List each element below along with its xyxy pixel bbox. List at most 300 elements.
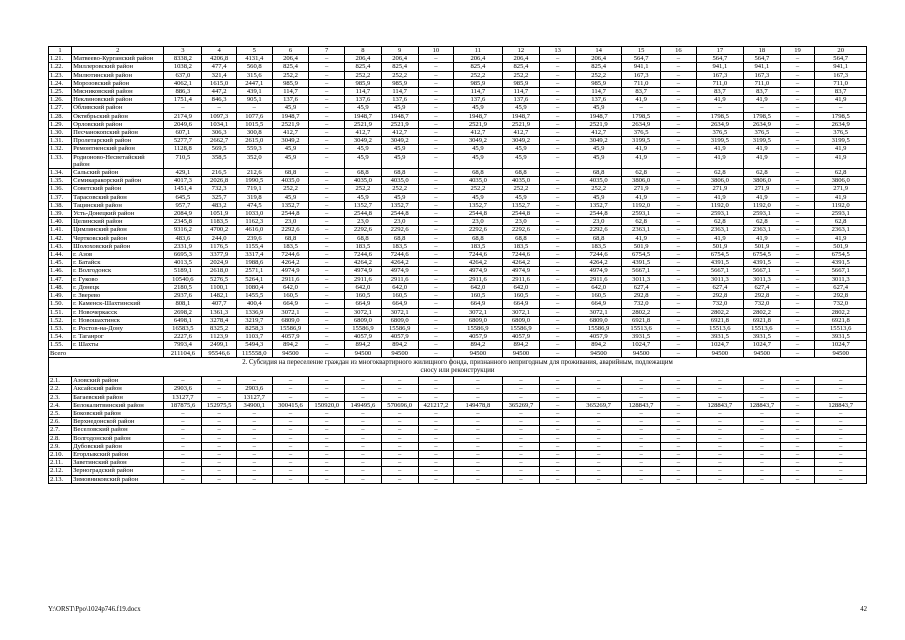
table-cell: –: [345, 377, 382, 385]
table-cell: 1038,2: [164, 63, 202, 71]
table-cell: –: [661, 185, 697, 193]
table-cell: 6754,5: [743, 251, 780, 259]
table-cell: 4264,2: [381, 259, 418, 267]
table-cell: –: [502, 434, 540, 442]
table-row: [49, 251, 867, 259]
table-cell: –: [661, 385, 697, 393]
table-cell: –: [815, 418, 867, 426]
table-cell: 564,7: [696, 55, 743, 63]
table-cell: 2521,9: [576, 120, 622, 128]
table-cell: –: [502, 459, 540, 467]
table-cell: –: [661, 333, 697, 341]
table-cell: –: [780, 79, 815, 87]
table-cell: –: [309, 218, 345, 226]
table-cell: 83,7: [696, 88, 743, 96]
table-cell: –: [502, 377, 540, 385]
table-cell: Усть-Донецкий район: [72, 210, 164, 218]
table-cell: 642,0: [576, 283, 622, 291]
table-cell: Белокалитвинский район: [72, 401, 164, 409]
table-cell: 1.34.: [49, 169, 72, 177]
table-cell: –: [540, 434, 576, 442]
table-cell: 1.43.: [49, 242, 72, 250]
table-cell: –: [502, 393, 540, 401]
table-cell: –: [309, 418, 345, 426]
table-cell: 3072,1: [502, 308, 540, 316]
table-cell: 68,8: [502, 234, 540, 242]
table-cell: 2634,9: [743, 120, 780, 128]
table-cell: –: [622, 104, 661, 112]
table-row: [49, 324, 867, 332]
table-cell: 1024,7: [622, 341, 661, 349]
table-cell: –: [780, 153, 815, 168]
table-cell: 3049,2: [345, 137, 382, 145]
table-cell: –: [202, 459, 237, 467]
table-cell: 206,4: [272, 55, 309, 63]
table-row: [49, 193, 867, 201]
table-cell: –: [661, 275, 697, 283]
table-cell: –: [272, 377, 309, 385]
table-cell: –: [272, 467, 309, 475]
table-cell: 68,8: [345, 169, 382, 177]
table-cell: 15586,9: [576, 324, 622, 332]
table-cell: 5264,1: [236, 275, 272, 283]
table-cell: –: [780, 434, 815, 442]
table-cell: 1.49.: [49, 292, 72, 300]
table-cell: 564,7: [622, 55, 661, 63]
table-cell: –: [272, 450, 309, 458]
table-cell: –: [743, 450, 780, 458]
table-cell: 252,2: [272, 71, 309, 79]
table-cell: 732,0: [743, 300, 780, 308]
table-cell: 3: [164, 47, 202, 55]
table-cell: –: [236, 104, 272, 112]
table-cell: –: [309, 88, 345, 96]
table-cell: 2698,2: [164, 308, 202, 316]
table-cell: –: [780, 377, 815, 385]
table-cell: 4206,8: [202, 55, 237, 63]
table-cell: 300415,6: [272, 401, 309, 409]
table-cell: 252,2: [502, 185, 540, 193]
table-cell: –: [418, 324, 454, 332]
table-cell: 41,9: [743, 96, 780, 104]
table-cell: –: [418, 177, 454, 185]
table-cell: –: [696, 442, 743, 450]
table-row: [49, 137, 867, 145]
table-cell: –: [309, 259, 345, 267]
table-cell: г. Зверево: [72, 292, 164, 300]
table-cell: –: [576, 418, 622, 426]
table-cell: Неклиновский район: [72, 96, 164, 104]
table-cell: –: [418, 137, 454, 145]
table-cell: –: [661, 459, 697, 467]
table-cell: 4035,0: [502, 177, 540, 185]
table-cell: 4035,0: [381, 177, 418, 185]
table-cell: 941,1: [743, 63, 780, 71]
table-cell: –: [743, 409, 780, 417]
table-cell: 501,9: [622, 242, 661, 250]
table-cell: 894,2: [502, 341, 540, 349]
table-cell: 62,8: [622, 169, 661, 177]
table-cell: –: [202, 393, 237, 401]
table-row: [49, 292, 867, 300]
table-cell: 474,5: [236, 201, 272, 209]
table-cell: –: [540, 88, 576, 96]
table-cell: 642,0: [454, 283, 502, 291]
table-cell: 41,9: [696, 193, 743, 201]
table-cell: –: [309, 55, 345, 63]
table-cell: –: [661, 292, 697, 300]
table-cell: –: [202, 409, 237, 417]
table-cell: 187875,6: [164, 401, 202, 409]
table-cell: –: [309, 426, 345, 434]
table-cell: 2447,1: [236, 79, 272, 87]
table-cell: 1.42.: [49, 234, 72, 242]
column-number-row: [49, 47, 867, 55]
table-row: [49, 275, 867, 283]
table-cell: 825,4: [345, 63, 382, 71]
table-cell: Заветинский район: [72, 459, 164, 467]
table-cell: 6809,0: [272, 316, 309, 324]
table-cell: –: [418, 426, 454, 434]
table-cell: Сальский район: [72, 169, 164, 177]
table-cell: –: [743, 104, 780, 112]
table-row: [49, 177, 867, 185]
table-cell: –: [743, 393, 780, 401]
table-cell: –: [418, 169, 454, 177]
table-cell: 412,7: [576, 129, 622, 137]
table-cell: –: [236, 418, 272, 426]
table-cell: 137,6: [272, 96, 309, 104]
table-cell: –: [309, 385, 345, 393]
table-cell: –: [164, 467, 202, 475]
table-cell: –: [164, 459, 202, 467]
table-cell: 15586,9: [272, 324, 309, 332]
table-cell: 1482,1: [202, 292, 237, 300]
table-cell: –: [418, 442, 454, 450]
table-cell: 2.6.: [49, 418, 72, 426]
table-cell: Обливский район: [72, 104, 164, 112]
table-cell: –: [540, 467, 576, 475]
table-cell: 68,8: [454, 234, 502, 242]
table-cell: 83,7: [622, 88, 661, 96]
table-cell: 252,2: [272, 185, 309, 193]
table-cell: 12: [502, 47, 540, 55]
table-cell: –: [780, 201, 815, 209]
table-cell: 239,6: [236, 234, 272, 242]
table-cell: –: [418, 55, 454, 63]
table-cell: 11: [454, 47, 502, 55]
table-cell: –: [236, 459, 272, 467]
table-cell: –: [576, 426, 622, 434]
table-cell: 1.21.: [49, 55, 72, 63]
table-cell: 2227,6: [164, 333, 202, 341]
table-cell: –: [780, 96, 815, 104]
table-cell: 292,8: [743, 292, 780, 300]
table-cell: 20: [815, 47, 867, 55]
table-cell: 1336,9: [236, 308, 272, 316]
table-cell: Милютинский район: [72, 71, 164, 79]
table-cell: 83,7: [815, 88, 867, 96]
table-cell: –: [661, 409, 697, 417]
table-cell: –: [540, 333, 576, 341]
table-cell: 825,4: [272, 63, 309, 71]
table-cell: 45,9: [272, 104, 309, 112]
table-cell: –: [815, 475, 867, 483]
table-cell: 13: [540, 47, 576, 55]
table-cell: 68,8: [381, 234, 418, 242]
table-cell: 6809,0: [576, 316, 622, 324]
table-cell: г. Гуково: [72, 275, 164, 283]
table-cell: 2026,8: [202, 177, 237, 185]
table-cell: 115558,0: [236, 349, 272, 357]
table-cell: 4391,5: [743, 259, 780, 267]
table-cell: –: [661, 308, 697, 316]
table-cell: 128843,7: [622, 401, 661, 409]
table-cell: 271,9: [622, 185, 661, 193]
table-cell: 1183,5: [202, 218, 237, 226]
table-cell: 252,2: [381, 71, 418, 79]
table-cell: 3072,1: [272, 308, 309, 316]
table-cell: –: [661, 467, 697, 475]
table-cell: –: [540, 377, 576, 385]
table-cell: –: [202, 418, 237, 426]
table-cell: 15586,9: [345, 324, 382, 332]
table-cell: –: [309, 434, 345, 442]
table-row: [49, 450, 867, 458]
table-cell: 1123,9: [202, 333, 237, 341]
table-row: [49, 409, 867, 417]
table-cell: –: [661, 55, 697, 63]
table-cell: 2937,6: [164, 292, 202, 300]
table-cell: –: [576, 434, 622, 442]
table-cell: 941,1: [696, 63, 743, 71]
table-cell: 501,9: [743, 242, 780, 250]
table-cell: 6809,0: [345, 316, 382, 324]
table-cell: –: [696, 434, 743, 442]
table-cell: –: [661, 418, 697, 426]
table-cell: 2363,1: [743, 226, 780, 234]
table-cell: –: [815, 442, 867, 450]
document-page: [48, 46, 867, 484]
table-cell: 45,9: [345, 153, 382, 168]
table-cell: –: [661, 88, 697, 96]
table-cell: 1.45.: [49, 259, 72, 267]
table-cell: 825,4: [502, 63, 540, 71]
table-cell: 1.54.: [49, 333, 72, 341]
table-cell: 2634,9: [815, 120, 867, 128]
table-cell: 95546,6: [202, 349, 237, 357]
table-cell: –: [418, 71, 454, 79]
table-cell: –: [661, 267, 697, 275]
table-cell: 4974,9: [345, 267, 382, 275]
table-cell: 5277,7: [164, 137, 202, 145]
table-cell: –: [780, 467, 815, 475]
table-cell: –: [502, 385, 540, 393]
table-cell: 412,7: [502, 129, 540, 137]
table-cell: 23,0: [502, 218, 540, 226]
table-cell: –: [743, 442, 780, 450]
table-cell: 150920,0: [309, 401, 345, 409]
table-cell: –: [236, 475, 272, 483]
table-cell: 7: [309, 47, 345, 55]
table-cell: –: [540, 283, 576, 291]
table-row: [49, 316, 867, 324]
table-cell: 149495,6: [345, 401, 382, 409]
table-cell: 1.46.: [49, 267, 72, 275]
table-cell: –: [780, 475, 815, 483]
table-cell: –: [309, 442, 345, 450]
table-cell: 1352,7: [381, 201, 418, 209]
table-cell: 6809,0: [502, 316, 540, 324]
table-cell: 252,2: [576, 185, 622, 193]
table-cell: 1.55.: [49, 341, 72, 349]
table-cell: –: [696, 409, 743, 417]
table-cell: 4131,4: [236, 55, 272, 63]
table-cell: –: [418, 210, 454, 218]
table-cell: –: [661, 63, 697, 71]
table-cell: 3806,0: [743, 177, 780, 185]
table-cell: 2634,9: [696, 120, 743, 128]
table-cell: –: [418, 418, 454, 426]
table-cell: 94500: [272, 349, 309, 357]
table-cell: 5494,3: [236, 341, 272, 349]
table-cell: –: [661, 377, 697, 385]
table-cell: 1192,0: [743, 201, 780, 209]
table-cell: –: [345, 426, 382, 434]
table-cell: –: [202, 385, 237, 393]
table-cell: 15: [622, 47, 661, 55]
table-cell: 560,8: [236, 63, 272, 71]
table-cell: 1.30.: [49, 129, 72, 137]
table-cell: –: [272, 385, 309, 393]
table-cell: –: [502, 426, 540, 434]
table-cell: г. Ростов-на-Дону: [72, 324, 164, 332]
table-cell: 732,0: [622, 300, 661, 308]
table-cell: –: [309, 79, 345, 87]
table-cell: –: [661, 426, 697, 434]
table-cell: –: [164, 104, 202, 112]
table-cell: –: [622, 418, 661, 426]
table-cell: 2180,5: [164, 283, 202, 291]
table-cell: –: [540, 129, 576, 137]
table-cell: –: [540, 401, 576, 409]
table-cell: –: [309, 467, 345, 475]
table-cell: 483,6: [164, 234, 202, 242]
table-cell: 1024,7: [743, 341, 780, 349]
table-cell: 664,9: [345, 300, 382, 308]
table-cell: –: [661, 96, 697, 104]
table-cell: –: [576, 475, 622, 483]
table-cell: 23,0: [454, 218, 502, 226]
table-cell: 4035,0: [272, 177, 309, 185]
table-cell: 894,2: [345, 341, 382, 349]
table-cell: 664,9: [502, 300, 540, 308]
table-cell: 10540,6: [164, 275, 202, 283]
table-cell: 271,9: [815, 185, 867, 193]
table-cell: 1352,7: [272, 201, 309, 209]
table-cell: –: [780, 393, 815, 401]
table-cell: г. Таганрог: [72, 333, 164, 341]
table-cell: –: [780, 120, 815, 128]
table-cell: 501,9: [696, 242, 743, 250]
table-cell: –: [309, 137, 345, 145]
table-cell: –: [815, 104, 867, 112]
table-cell: 1034,1: [202, 120, 237, 128]
table-cell: 6754,5: [696, 251, 743, 259]
table-cell: 94500: [381, 349, 418, 357]
table-cell: –: [540, 63, 576, 71]
table-cell: 3219,7: [236, 316, 272, 324]
table-cell: 23,0: [576, 218, 622, 226]
table-cell: –: [418, 242, 454, 250]
table-cell: –: [309, 341, 345, 349]
table-cell: 4974,9: [502, 267, 540, 275]
table-cell: –: [418, 226, 454, 234]
table-cell: –: [345, 385, 382, 393]
table-cell: 252,2: [502, 71, 540, 79]
table-cell: –: [272, 434, 309, 442]
table-cell: 1990,5: [236, 177, 272, 185]
table-cell: 1.36.: [49, 185, 72, 193]
table-cell: 365269,7: [502, 401, 540, 409]
table-cell: 5667,1: [743, 267, 780, 275]
table-cell: 501,9: [815, 242, 867, 250]
table-cell: Тацинский район: [72, 201, 164, 209]
table-cell: –: [418, 104, 454, 112]
table-cell: 206,4: [381, 55, 418, 63]
table-cell: 4057,9: [345, 333, 382, 341]
table-cell: 23,0: [381, 218, 418, 226]
table-cell: 114,7: [381, 88, 418, 96]
table-cell: 3072,1: [381, 308, 418, 316]
table-cell: –: [540, 418, 576, 426]
table-cell: –: [381, 377, 418, 385]
table-cell: 41,9: [743, 234, 780, 242]
table-cell: 3199,5: [743, 137, 780, 145]
table-row: [49, 426, 867, 434]
table-cell: 7244,6: [502, 251, 540, 259]
table-cell: 627,4: [743, 283, 780, 291]
table-cell: –: [540, 242, 576, 250]
table-cell: 128843,7: [815, 401, 867, 409]
table-cell: 1.41.: [49, 226, 72, 234]
table-cell: 894,2: [272, 341, 309, 349]
table-cell: 45,9: [345, 145, 382, 153]
table-cell: 212,6: [236, 169, 272, 177]
table-cell: 315,6: [236, 71, 272, 79]
table-cell: 2174,9: [164, 112, 202, 120]
table-cell: –: [454, 467, 502, 475]
table-cell: –: [236, 450, 272, 458]
table-cell: 1077,6: [236, 112, 272, 120]
table-cell: 41,9: [696, 234, 743, 242]
table-cell: –: [309, 177, 345, 185]
table-cell: 16583,5: [164, 324, 202, 332]
table-cell: 62,8: [743, 169, 780, 177]
table-cell: 68,8: [345, 234, 382, 242]
table-cell: 4017,3: [164, 177, 202, 185]
table-cell: г. Шахты: [72, 341, 164, 349]
table-cell: –: [540, 409, 576, 417]
table-cell: –: [815, 434, 867, 442]
table-cell: –: [780, 145, 815, 153]
table-cell: 45,9: [576, 104, 622, 112]
table-cell: 1.33.: [49, 153, 72, 168]
table-cell: 2544,8: [454, 210, 502, 218]
table-cell: 4974,9: [454, 267, 502, 275]
table-cell: г. Батайск: [72, 259, 164, 267]
table-cell: 1948,7: [381, 112, 418, 120]
